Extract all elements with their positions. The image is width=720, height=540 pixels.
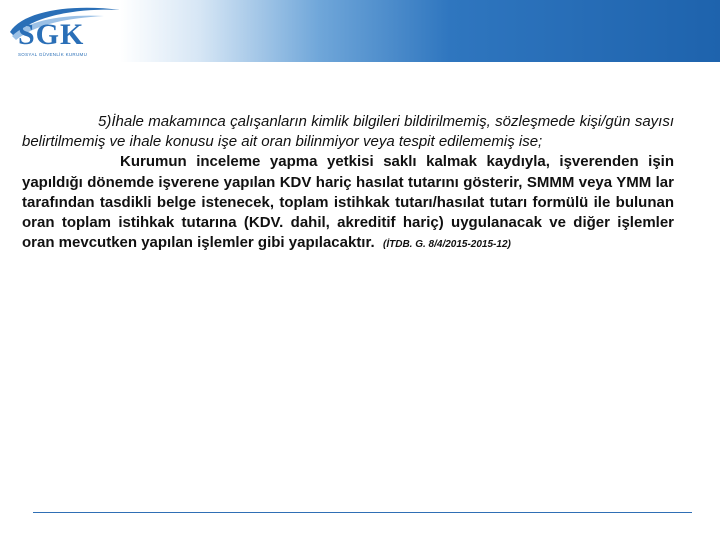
reference-citation: (İTDB. G. 8/4/2015-2015-12) (383, 239, 511, 251)
paragraph-condition (22, 112, 674, 152)
logo-subtitle: SOSYAL GÜVENLİK KURUMU (18, 52, 88, 57)
logo-text: SGK (18, 18, 85, 51)
paragraph-condition-text: 5)İhale makamınca çalışanların kimlik bilgileri bildirilmemiş, sözleşmede kişi/gün sayısı belirtilmemiş ve ihale konusu işe ait oran bilinmiyor veya tespit edilememiş ise; (22, 113, 674, 151)
footer-divider (33, 512, 692, 513)
paragraph-procedure (22, 152, 674, 255)
main-content (22, 112, 674, 255)
sgk-logo (4, 2, 122, 60)
header-banner (0, 0, 720, 62)
paragraph-procedure-text: Kurumun inceleme yapma yetkisi saklı kalmak kaydıyla, işverenden işin yapıldığı dönemde işverene yapılan KDV hariç hasılat tutarını gösterir, SMMM veya YMM lar tarafından tasdikli belge istenecek, toplam istihkak tutarı/hasılat tutarı formülü ile bulunan oran toplam istihkak tutarına (KDV. dahil, akreditif hariç) uygulanacak ve diğer işlemler oran mevcutken yapılan işlemler gibi yapılacaktır. (22, 153, 674, 252)
